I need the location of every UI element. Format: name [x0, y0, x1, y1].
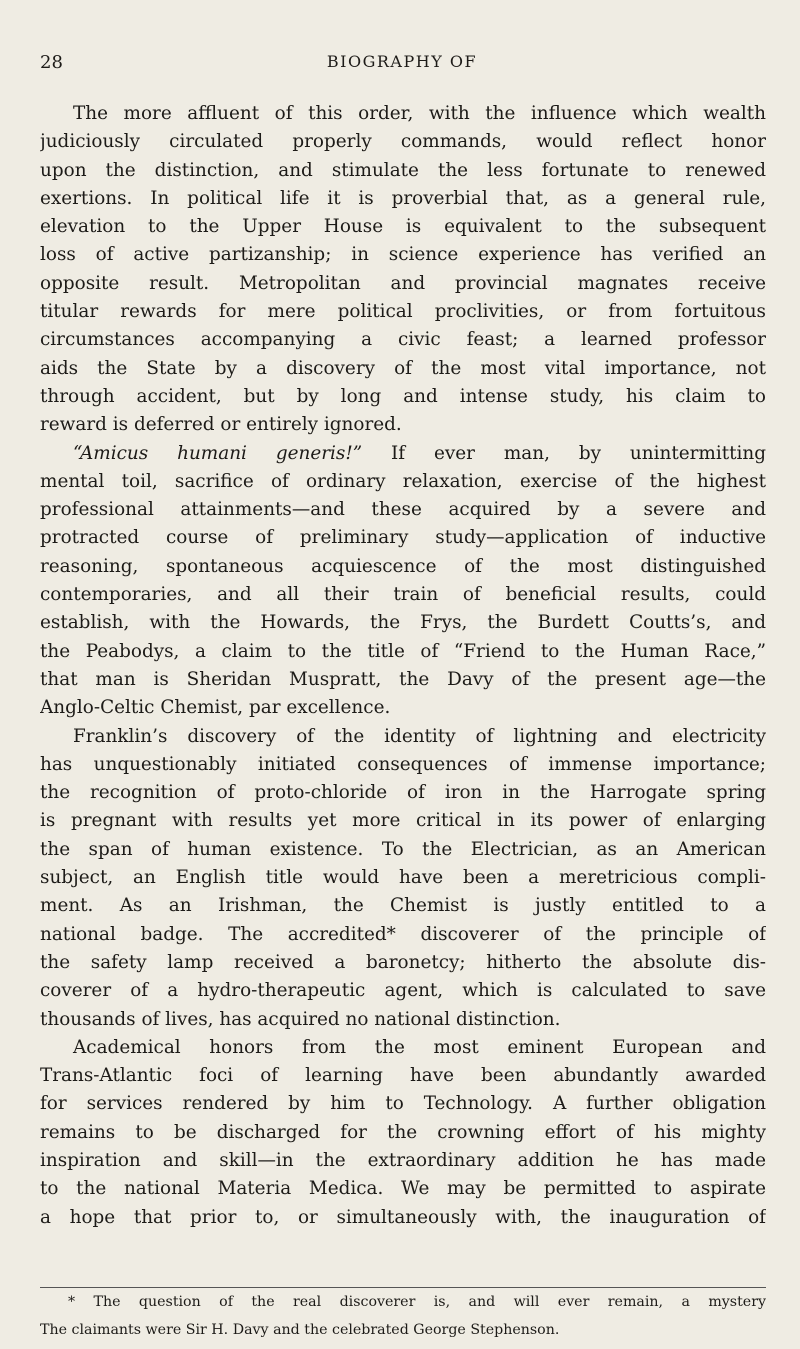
text-line: coverer of a hydro-therapeutic agent, which is calculated to save [40, 980, 766, 1002]
text-line: professional attainments—and these acquired by a severe and [40, 499, 766, 521]
text-line: the safety lamp received a baronetcy; hitherto the absolute dis- [40, 951, 766, 973]
text-line: elevation to the Upper House is equivalent to the subsequent [40, 216, 766, 238]
text-line: aids the State by a discovery of the most vital importance, not [40, 357, 766, 379]
text-line: Franklin’s discovery of the identity of lightning and electricity [73, 725, 766, 747]
text-line: judiciously circulated properly commands, would reflect honor [40, 131, 766, 153]
text-line: The more affluent of this order, with the influence which wealth [73, 103, 766, 124]
text-line: upon the distinction, and stimulate the less fortunate to renewed [40, 159, 766, 181]
text-line: reasoning, spontaneous acquiescence of the most distinguished [40, 555, 766, 577]
text-line: subject, an English title would have been a meretricious compli- [40, 867, 766, 889]
text-line: ment. As an Irishman, the Chemist is justly entitled to a [40, 895, 766, 917]
footnote-rule [40, 1287, 766, 1288]
text-line: remains to be discharged for the crowning effort of his mighty [40, 1121, 766, 1143]
text-line: a hope that prior to, or simultaneously with, the inauguration of [40, 1206, 766, 1228]
text-line: establish, with the Howards, the Frys, the Burdett Coutts’s, and [40, 612, 766, 634]
text-line: the span of human existence. To the Electrician, as an American [40, 838, 766, 860]
text-line: Trans-Atlantic foci of learning have been abundantly awarded [40, 1065, 766, 1087]
text-line: reward is deferred or entirely ignored. [40, 414, 402, 436]
page-header [40, 52, 764, 78]
text-line: for services rendered by him to Technology. A further obligation [40, 1093, 766, 1115]
text-line: exertions. In political life it is proverbial that, as a general rule, [40, 187, 766, 209]
running-head: BIOGRAPHY OF [326, 52, 478, 71]
text-line: to the national Materia Medica. We may be permitted to aspirate [40, 1178, 766, 1200]
footnote [40, 1292, 766, 1349]
text-line: Anglo-Celtic Chemist, par excellence. [40, 697, 391, 719]
page-number: 28 [40, 52, 63, 73]
text-line: “Amicus humani generis!” If ever man, by unintermitting [73, 442, 766, 464]
footnote-line-2: The claimants were Sir H. Davy and the celebrated George Stephenson. [40, 1322, 560, 1339]
text-line: is pregnant with results yet more critical in its power of enlarging [40, 810, 766, 832]
text-line: opposite result. Metropolitan and provincial magnates receive [40, 272, 766, 294]
body-text [40, 100, 766, 1232]
text-line: circumstances accompanying a civic feast; a learned professor [40, 329, 766, 351]
text-line: through accident, but by long and intense study, his claim to [40, 385, 766, 407]
text-line: has unquestionably initiated consequences of immense importance; [40, 753, 766, 775]
text-line: protracted course of preliminary study—application of inductive [40, 527, 766, 549]
text-line: national badge. The accredited* discoverer of the principle of [40, 923, 766, 945]
text-line: the recognition of proto-chloride of iron in the Harrogate spring [40, 782, 766, 804]
text-line: inspiration and skill—in the extraordinary addition he has made [40, 1149, 766, 1171]
text-line: loss of active partizanship; in science experience has verified an [40, 244, 766, 266]
text-line: mental toil, sacrifice of ordinary relaxation, exercise of the highest [40, 470, 766, 492]
text-line: Academical honors from the most eminent European and [73, 1036, 766, 1058]
text-line: the Peabodys, a claim to the title of “Friend to the Human Race,” [40, 640, 766, 662]
footnote-line-1: * The question of the real discoverer is, and will ever remain, a mystery [68, 1294, 766, 1310]
text-line: titular rewards for mere political proclivities, or from fortuitous [40, 301, 766, 323]
latin-phrase: “Amicus humani generis!” [73, 442, 363, 464]
text-line: thousands of lives, has acquired no national distinction. [40, 1008, 561, 1030]
text-line: contemporaries, and all their train of beneficial results, could [40, 584, 766, 606]
text-line: that man is Sheridan Muspratt, the Davy of the present age—the [40, 668, 766, 690]
